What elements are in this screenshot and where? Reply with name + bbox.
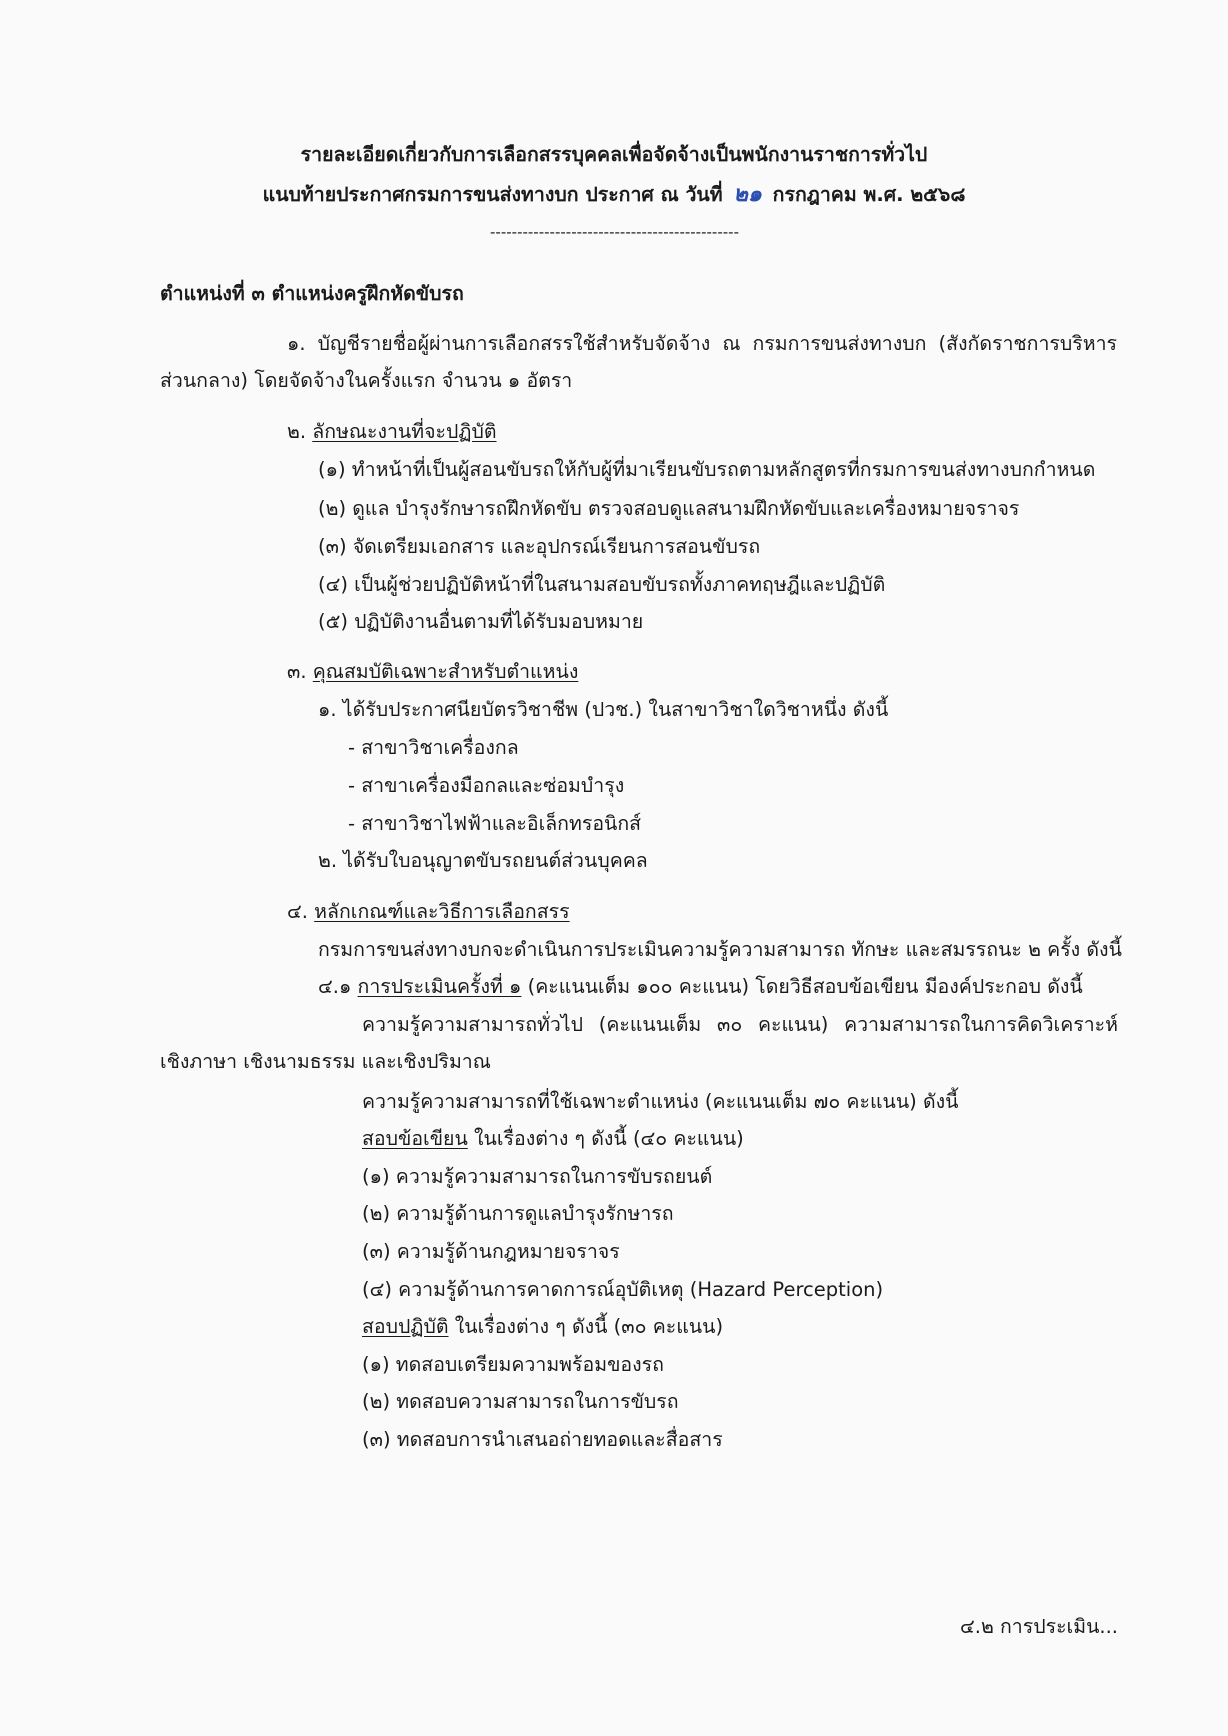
practical-exam-heading — [362, 1312, 723, 1342]
section2-item: (๔) เป็นผู้ช่วยปฏิบัติหน้าที่ในสนามสอบขับรถทั้งภาคทฤษฎีและปฏิบัติ — [318, 573, 886, 596]
section2-item: (๒) ดูแล บำรุงรักษารถฝึกหัดขับ ตรวจสอบดูแลสนามฝึกหัดขับและเครื่องหมายจราจร — [318, 497, 1020, 520]
section2-title: ลักษณะงานที่จะปฏิบัติ — [312, 420, 497, 443]
general-knowledge-line2: เชิงภาษา เชิงนามธรรม และเชิงปริมาณ — [160, 1050, 491, 1073]
title-line-1: รายละเอียดเกี่ยวกับการเลือกสรรบุคคลเพื่อจัดจ้างเป็นพนักงานราชการทั่วไป — [300, 143, 928, 166]
practical-exam-item: (๒) ทดสอบความสามารถในการขับรถ — [362, 1390, 679, 1413]
section3-subitem: - สาขาวิชาเครื่องกล — [348, 736, 519, 759]
section2-item: (๑) ทำหน้าที่เป็นผู้สอนขับรถให้กับผู้ที่มาเรียนขับรถตามหลักสูตรที่กรมการขนส่งทางบกกำหนด — [318, 458, 1096, 481]
section3-subitem: - สาขาวิชาไฟฟ้าและอิเล็กทรอนิกส์ — [348, 812, 642, 835]
section2-heading — [287, 417, 497, 447]
written-exam-rest: ในเรื่องต่าง ๆ ดังนี้ (๔๐ คะแนน) — [474, 1127, 744, 1150]
section3-heading — [287, 657, 578, 687]
sub41-title: การประเมินครั้งที่ ๑ — [357, 975, 522, 998]
section4-title: หลักเกณฑ์และวิธีการเลือกสรร — [314, 900, 570, 923]
section2-item: (๕) ปฏิบัติงานอื่นตามที่ได้รับมอบหมาย — [318, 610, 644, 633]
handwritten-day: ๒๑ — [733, 182, 762, 207]
written-exam-heading — [362, 1124, 744, 1154]
written-exam-item: (๒) ความรู้ด้านการดูแลบำรุงรักษารถ — [362, 1202, 674, 1225]
section4-intro: กรมการขนส่งทางบกจะดำเนินการประเมินความรู้ความสามารถ ทักษะ และสมรรถนะ ๒ ครั้ง ดังนี้ — [318, 938, 1122, 961]
section4-heading — [287, 897, 570, 927]
title-line-2-prefix: แนบท้ายประกาศกรมการขนส่งทางบก ประกาศ ณ วันที่ — [262, 183, 723, 206]
written-exam-item: (๑) ความรู้ความสามารถในการขับรถยนต์ — [362, 1165, 713, 1188]
section3-item2: ๒. ได้รับใบอนุญาตขับรถยนต์ส่วนบุคคล — [318, 849, 648, 872]
section4-sub41 — [318, 972, 1083, 1002]
practical-exam-rest: ในเรื่องต่าง ๆ ดังนี้ (๓๐ คะแนน) — [454, 1315, 724, 1338]
section3-title: คุณสมบัติเฉพาะสำหรับตำแหน่ง — [312, 660, 579, 683]
written-exam-item: (๔) ความรู้ด้านการคาดการณ์อุบัติเหตุ (Hazard Perception) — [362, 1278, 884, 1301]
practical-exam-item: (๑) ทดสอบเตรียมความพร้อมของรถ — [362, 1353, 664, 1376]
section3-subitem: - สาขาเครื่องมือกลและซ่อมบำรุง — [348, 774, 625, 797]
practical-exam-label: สอบปฏิบัติ — [362, 1315, 449, 1338]
practical-exam-item: (๓) ทดสอบการนำเสนอถ่ายทอดและสื่อสาร — [362, 1428, 723, 1451]
separator-line: ---------------------------------------------- — [490, 223, 739, 241]
section4-number: ๔. — [287, 900, 308, 923]
title-line-2-suffix: กรกฎาคม พ.ศ. ๒๕๖๘ — [772, 183, 966, 206]
section1-line2: ส่วนกลาง) โดยจัดจ้างในครั้งแรก จำนวน ๑ อัตรา — [160, 369, 573, 392]
general-knowledge-line1: ความรู้ความสามารถทั่วไป (คะแนนเต็ม ๓๐ คะแนน) ความสามารถในการคิดวิเคราะห์ — [362, 1013, 1118, 1036]
section3-number: ๓. — [287, 660, 307, 683]
specific-knowledge: ความรู้ความสามารถที่ใช้เฉพาะตำแหน่ง (คะแนนเต็ม ๗๐ คะแนน) ดังนี้ — [362, 1090, 959, 1113]
title-line-2 — [0, 180, 1228, 210]
position-heading: ตำแหน่งที่ ๓ ตำแหน่งครูฝึกหัดขับรถ — [160, 282, 464, 305]
sub41-number: ๔.๑ — [318, 975, 352, 998]
sub41-rest: (คะแนนเต็ม ๑๐๐ คะแนน) โดยวิธีสอบข้อเขียน มีองค์ประกอบ ดังนี้ — [527, 975, 1083, 998]
section2-item: (๓) จัดเตรียมเอกสาร และอุปกรณ์เรียนการสอนขับรถ — [318, 535, 761, 558]
continuation-note: ๔.๒ การประเมิน... — [959, 1615, 1118, 1638]
section1-line1: ๑. บัญชีรายชื่อผู้ผ่านการเลือกสรรใช้สำหรับจัดจ้าง ณ กรมการขนส่งทางบก (สังกัดราชการบริหาร — [287, 332, 1117, 355]
written-exam-item: (๓) ความรู้ด้านกฎหมายจราจร — [362, 1240, 620, 1263]
section3-item1: ๑. ได้รับประกาศนียบัตรวิชาชีพ (ปวช.) ในสาขาวิชาใดวิชาหนึ่ง ดังนี้ — [318, 698, 889, 721]
section2-number: ๒. — [287, 420, 307, 443]
written-exam-label: สอบข้อเขียน — [362, 1127, 468, 1150]
